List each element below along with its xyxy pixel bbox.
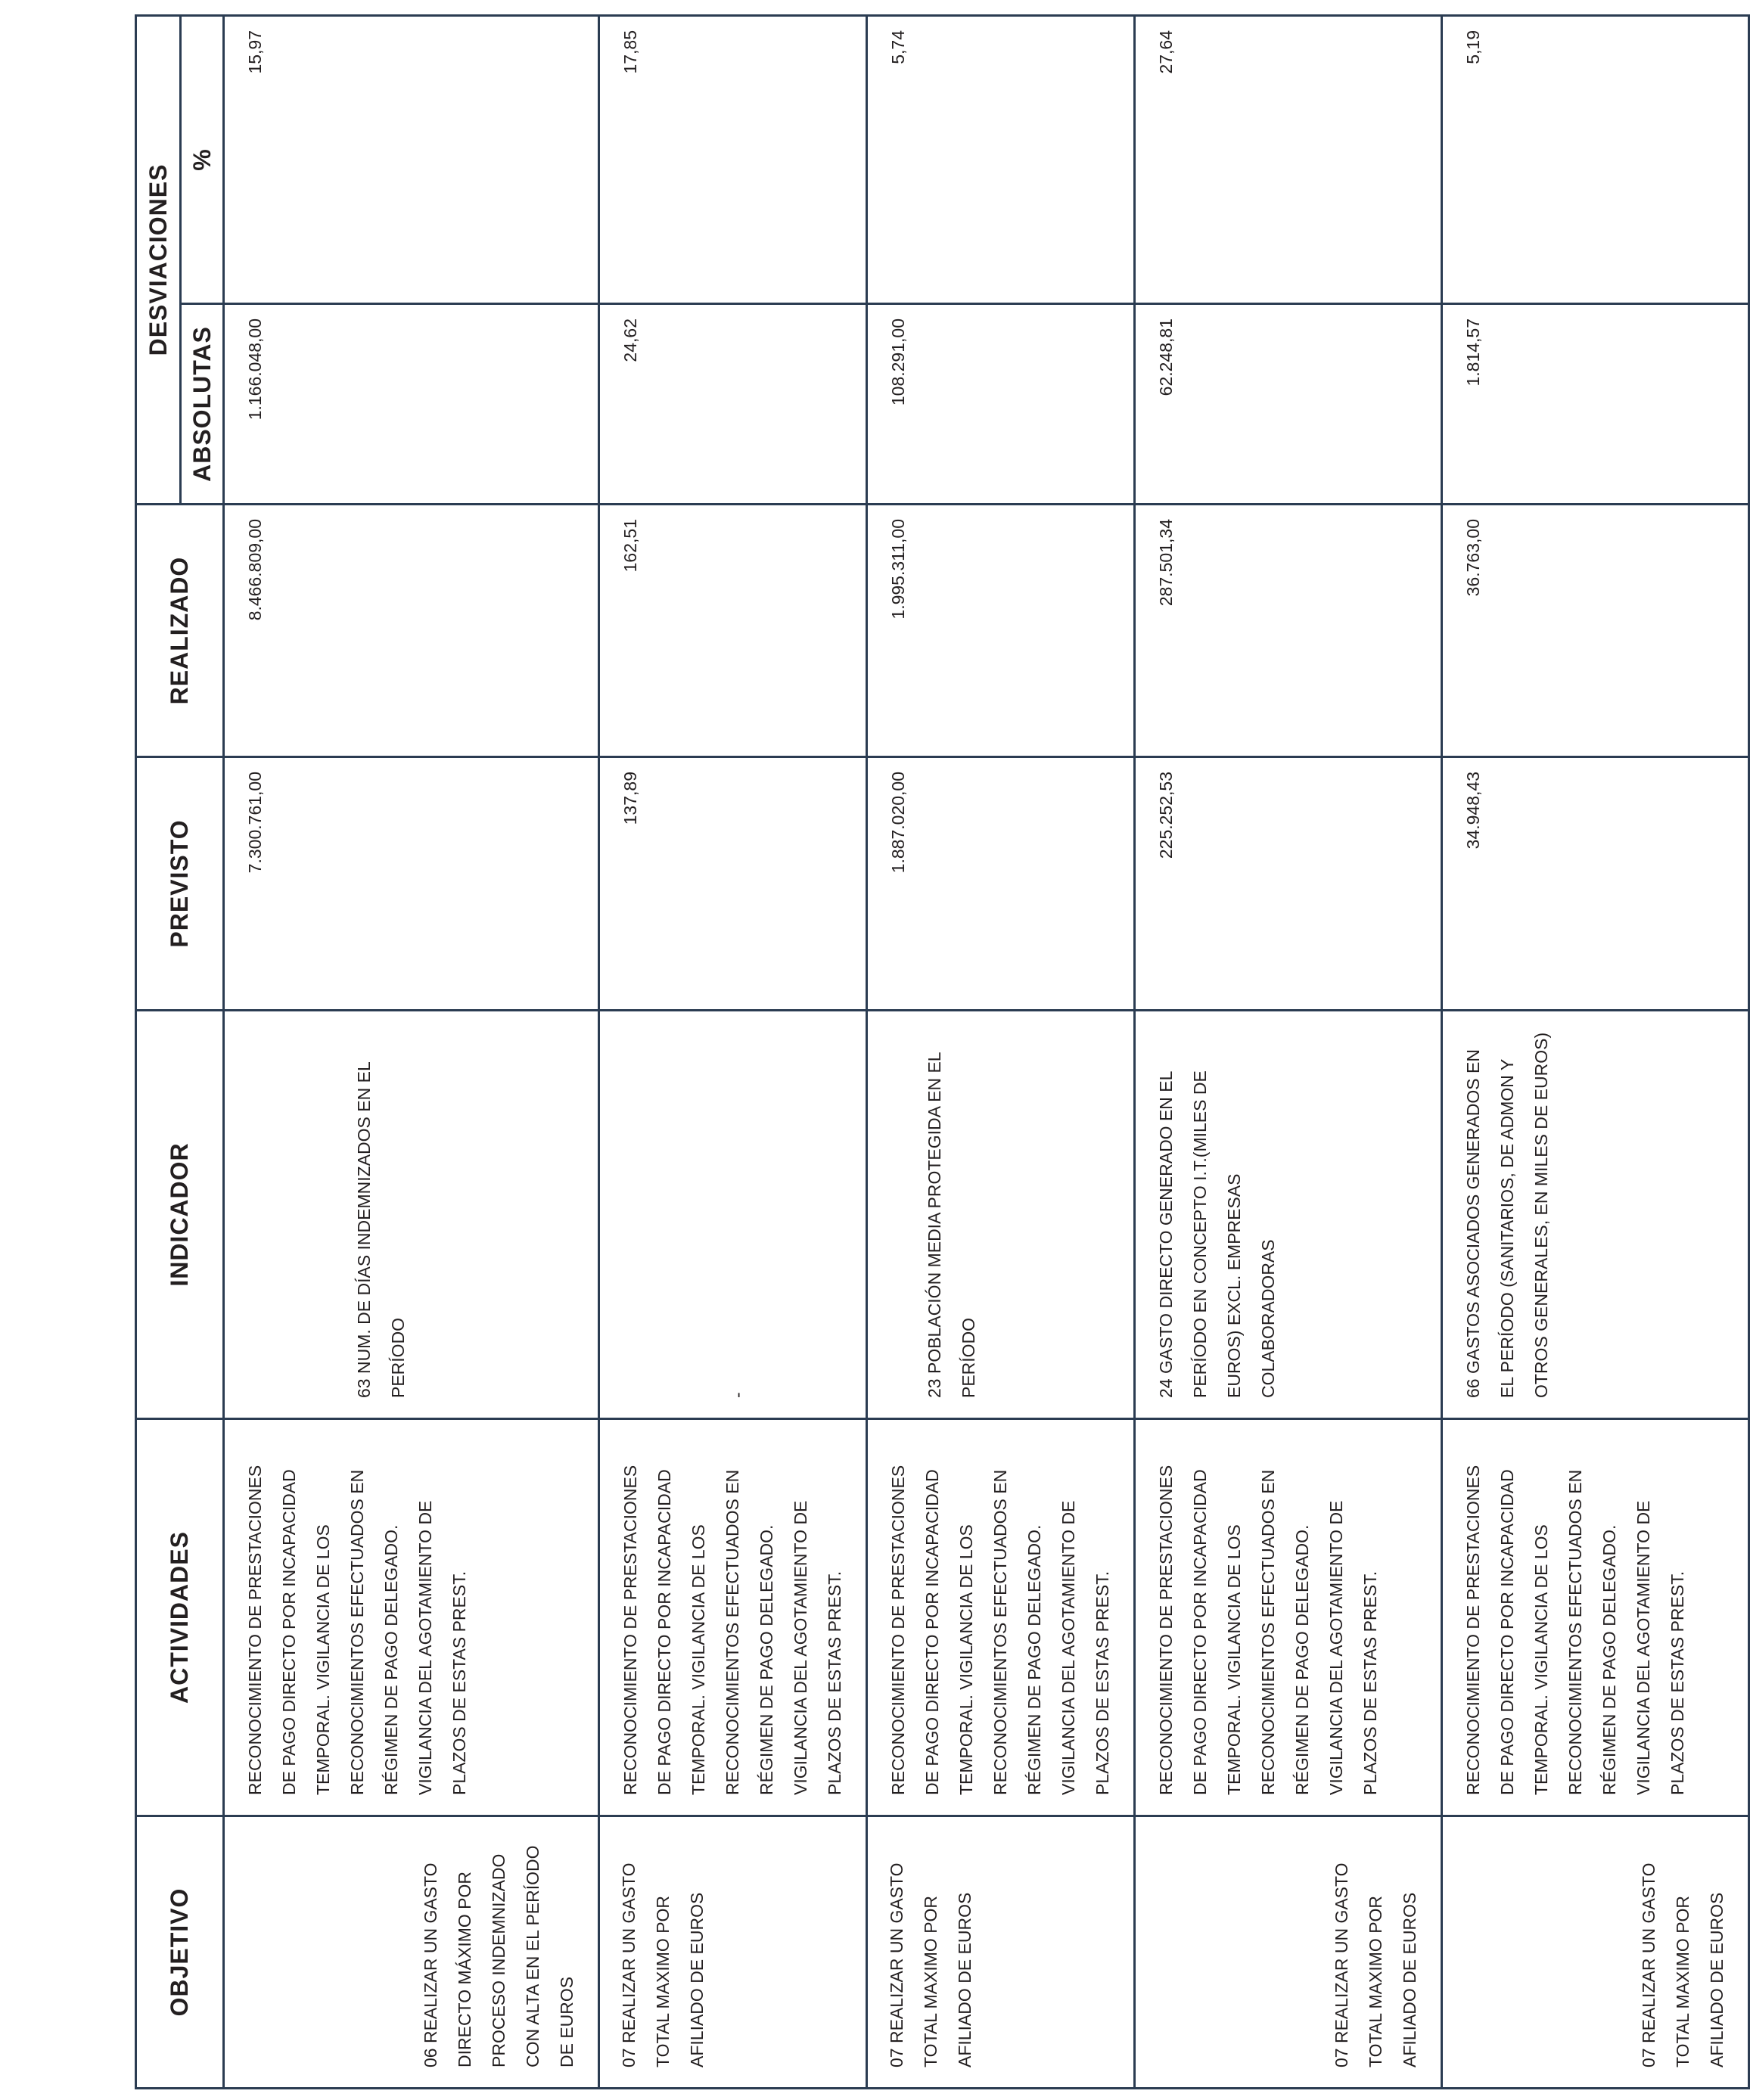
actividad-line: TEMPORAL. VIGILANCIA DE LOS [956,1524,976,1795]
objetivo-text: 07 REALIZAR UN GASTO TOTAL MAXIMO POR AFILIADO DE EUROS [1639,1862,1727,2067]
actividades-cell [599,1419,867,1816]
actividad-line: VIGILANCIA DEL AGOTAMIENTO DE [791,1500,810,1795]
previsto-cell: 34.948,43 [1442,757,1749,1011]
actividad-line: RÉGIMEN DE PAGO DELEGADO. [1292,1524,1312,1795]
actividad-line: RÉGIMEN DE PAGO DELEGADO. [1599,1524,1619,1795]
absolutas-cell: 62.248,81 [1135,304,1442,505]
actividades-cell [1442,1419,1749,1816]
actividad-line: DE PAGO DIRECTO POR INCAPACIDAD [922,1469,942,1795]
objetivo-text: 07 REALIZAR UN GASTO TOTAL MAXIMO POR AFILIADO DE EUROS [1332,1862,1419,2067]
table-row [224,15,599,2088]
realizado-cell: 36.763,00 [1442,505,1749,757]
actividades-cell [867,1419,1135,1816]
actividad-line: DE PAGO DIRECTO POR INCAPACIDAD [1190,1469,1210,1795]
objetivo-text: 07 REALIZAR UN GASTO TOTAL MAXIMO POR AFILIADO DE EUROS [619,1862,707,2067]
objetivo-text: 07 REALIZAR UN GASTO TOTAL MAXIMO POR AFILIADO DE EUROS [887,1862,974,2067]
actividad-line: VIGILANCIA DEL AGOTAMIENTO DE [1326,1500,1346,1795]
previsto-cell: 1.887.020,00 [867,757,1135,1011]
actividad-line: DE PAGO DIRECTO POR INCAPACIDAD [1497,1469,1517,1795]
previsto-cell: 137,89 [599,757,867,1011]
actividad-line: RECONOCIMIENTO DE PRESTACIONES [620,1465,640,1795]
porcentaje-cell: 5,74 [867,15,1135,303]
actividad-line: PLAZOS DE ESTAS PREST. [825,1570,844,1795]
objetivo-cell [867,1816,1135,2089]
actividad-line: RECONOCIMIENTO DE PRESTACIONES [1463,1465,1483,1795]
actividad-line: RÉGIMEN DE PAGO DELEGADO. [757,1524,776,1795]
previsto-cell: 225.252,53 [1135,757,1442,1011]
header-porcentaje: % [181,15,224,303]
objetivo-text: 06 REALIZAR UN GASTO DIRECTO MÁXIMO POR PROCESO INDEMNIZADO CON ALTA EN EL PERÍODO DE EUROS [421,1845,577,2067]
indicador-text: 24 GASTO DIRECTO GENERADO EN EL PERÍODO EN CONCEPTO I.T.(MILES DE EUROS) EXCL. EMPRESAS COLABORADORAS [1156,1070,1278,1398]
header-previsto: PREVISTO [136,757,224,1011]
realizado-cell: 287.501,34 [1135,505,1442,757]
objetivo-cell [599,1816,867,2089]
absolutas-cell: 1.166.048,00 [224,304,599,505]
indicador-text: 63 NUM. DE DÍAS INDEMNIZADOS EN EL PERÍODO [354,1062,408,1398]
objetivo-cell [1135,1816,1442,2089]
objetivo-cell [224,1816,599,2089]
actividades-cell [224,1419,599,1816]
table-row [1135,15,1442,2088]
indicador-cell [1442,1011,1749,1419]
header-actividades: ACTIVIDADES [136,1419,224,1816]
realizado-cell: 1.995.311,00 [867,505,1135,757]
absolutas-cell: 108.291,00 [867,304,1135,505]
indicador-cell [867,1011,1135,1419]
header-realizado: REALIZADO [136,505,224,757]
indicador-text: - [728,1392,748,1398]
actividad-line: TEMPORAL. VIGILANCIA DE LOS [1224,1524,1244,1795]
objetivo-cell [1442,1816,1749,2089]
actividad-line: RECONOCIMIENTO DE PRESTACIONES [888,1465,908,1795]
indicador-cell [1135,1011,1442,1419]
absolutas-cell: 24,62 [599,304,867,505]
actividad-line: RECONOCIMIENTO DE PRESTACIONES [245,1465,265,1795]
table-row [867,15,1135,2088]
header-absolutas: ABSOLUTAS [181,304,224,505]
header-desviaciones: DESVIACIONES [136,15,181,504]
actividad-line: RECONOCIMIENTOS EFECTUADOS EN [990,1469,1010,1795]
porcentaje-cell: 5,19 [1442,15,1749,303]
table-row [1442,15,1749,2088]
header-indicador: INDICADOR [136,1011,224,1419]
actividad-line: PLAZOS DE ESTAS PREST. [1360,1570,1380,1795]
actividad-line: TEMPORAL. VIGILANCIA DE LOS [313,1524,333,1795]
indicador-text: 66 GASTOS ASOCIADOS GENERADOS EN EL PERÍODO (SANITARIOS, DE ADMON Y OTROS GENERALES, EN MILES DE EUROS) [1463,1032,1551,1398]
actividad-line: RECONOCIMIENTOS EFECTUADOS EN [1258,1469,1278,1795]
indicador-cell [224,1011,599,1419]
actividad-line: VIGILANCIA DEL AGOTAMIENTO DE [415,1500,435,1795]
actividad-line: PLAZOS DE ESTAS PREST. [1668,1570,1687,1795]
table-row [599,15,867,2088]
actividad-line: RECONOCIMIENTO DE PRESTACIONES [1156,1465,1176,1795]
actividad-line: PLAZOS DE ESTAS PREST. [1093,1570,1112,1795]
indicador-cell [599,1011,867,1419]
header-objetivo: OBJETIVO [136,1816,224,2089]
actividad-line: TEMPORAL. VIGILANCIA DE LOS [1531,1524,1551,1795]
actividad-line: DE PAGO DIRECTO POR INCAPACIDAD [279,1469,299,1795]
actividad-line: RÉGIMEN DE PAGO DELEGADO. [381,1524,401,1795]
realizado-cell: 8.466.809,00 [224,505,599,757]
actividad-line: DE PAGO DIRECTO POR INCAPACIDAD [654,1469,674,1795]
actividad-line: TEMPORAL. VIGILANCIA DE LOS [688,1524,708,1795]
absolutas-cell: 1.814,57 [1442,304,1749,505]
actividad-line: PLAZOS DE ESTAS PREST. [449,1570,469,1795]
porcentaje-cell: 17,85 [599,15,867,303]
previsto-cell: 7.300.761,00 [224,757,599,1011]
objectives-table [135,14,1750,2089]
actividad-line: RÉGIMEN DE PAGO DELEGADO. [1024,1524,1044,1795]
indicador-text: 23 POBLACIÓN MEDIA PROTEGIDA EN EL PERÍODO [925,1052,978,1398]
actividad-line: RECONOCIMIENTOS EFECTUADOS EN [723,1469,742,1795]
actividad-line: VIGILANCIA DEL AGOTAMIENTO DE [1058,1500,1078,1795]
actividades-cell [1135,1419,1442,1816]
porcentaje-cell: 15,97 [224,15,599,303]
actividad-line: RECONOCIMIENTOS EFECTUADOS EN [1565,1469,1585,1795]
actividad-line: VIGILANCIA DEL AGOTAMIENTO DE [1633,1500,1653,1795]
realizado-cell: 162,51 [599,505,867,757]
actividad-line: RECONOCIMIENTOS EFECTUADOS EN [347,1469,367,1795]
porcentaje-cell: 27,64 [1135,15,1442,303]
